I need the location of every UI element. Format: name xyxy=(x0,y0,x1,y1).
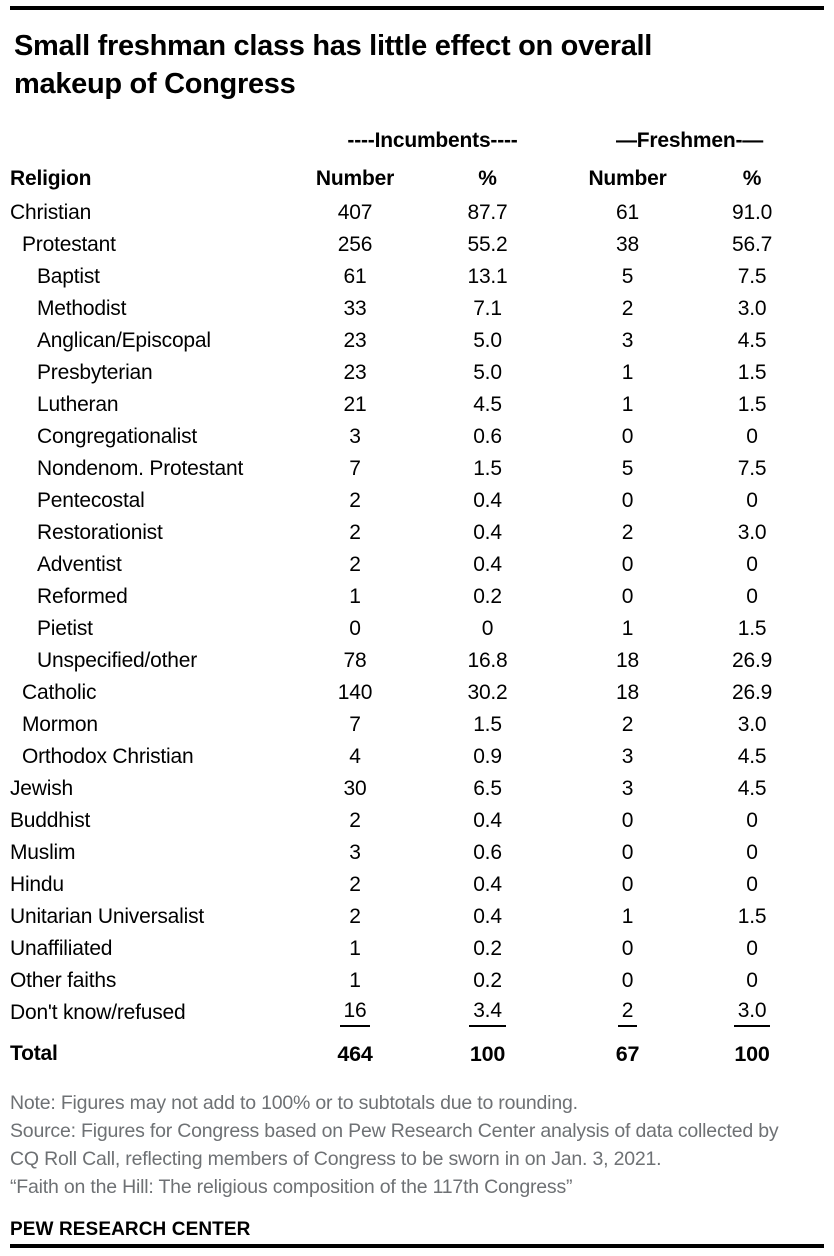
value-cell: 30 xyxy=(343,777,367,800)
religion-label: Pietist xyxy=(37,617,93,640)
value-cell: 1.5 xyxy=(737,393,767,416)
value-cell: 0.6 xyxy=(473,425,502,448)
value-cell: 61 xyxy=(616,201,639,224)
value-cell: 0 xyxy=(621,553,634,576)
incumbents-number-header: Number xyxy=(315,167,395,190)
table-row xyxy=(10,421,814,453)
incumbents-group-header: ----Incumbents---- xyxy=(347,129,518,152)
value-cell: 78 xyxy=(343,649,367,672)
value-cell: 4.5 xyxy=(737,777,767,800)
table-row xyxy=(10,645,814,677)
value-cell: 3.0 xyxy=(737,521,767,544)
total-incumbents-number: 464 xyxy=(337,1041,373,1066)
value-cell: 87.7 xyxy=(467,201,508,224)
value-cell: 1.5 xyxy=(737,617,767,640)
value-cell: 18 xyxy=(616,681,639,704)
value-cell: 0 xyxy=(349,617,361,640)
religion-label: Nondenom. Protestant xyxy=(37,457,244,480)
value-cell: 4.5 xyxy=(473,393,502,416)
table-row xyxy=(10,197,814,229)
religion-label: Other faiths xyxy=(10,969,117,992)
value-cell: 1 xyxy=(621,617,634,640)
column-header-row xyxy=(10,161,814,197)
value-cell: 7.1 xyxy=(473,297,502,320)
value-cell: 7 xyxy=(349,457,361,480)
table-row xyxy=(10,805,814,837)
underlined-value: 3.0 xyxy=(734,999,771,1027)
religion-label: Unaffiliated xyxy=(10,937,113,960)
underlined-value: 2 xyxy=(618,999,637,1027)
value-cell: 0.9 xyxy=(473,745,502,768)
value-cell: 0 xyxy=(621,425,634,448)
value-cell: 55.2 xyxy=(467,233,508,256)
value-cell: 5.0 xyxy=(473,329,502,352)
value-cell: 3 xyxy=(349,425,361,448)
value-cell: 5.0 xyxy=(473,361,502,384)
value-cell: 256 xyxy=(337,233,373,256)
value-cell xyxy=(565,997,690,1029)
religion-label: Hindu xyxy=(10,873,64,896)
value-cell: 3 xyxy=(621,745,634,768)
value-cell: 1 xyxy=(349,969,361,992)
table-row xyxy=(10,453,814,485)
religion-label: Orthodox Christian xyxy=(22,745,194,768)
table-row xyxy=(10,229,814,261)
table-row xyxy=(10,901,814,933)
value-cell: 0 xyxy=(746,425,758,448)
value-cell: 1.5 xyxy=(473,457,502,480)
value-cell: 0 xyxy=(746,873,758,896)
table-row xyxy=(10,549,814,581)
value-cell: 1.5 xyxy=(737,905,767,928)
table-row xyxy=(10,677,814,709)
total-incumbents-percent: 100 xyxy=(469,1041,506,1066)
value-cell: 23 xyxy=(343,361,367,384)
value-cell: 21 xyxy=(343,393,367,416)
value-cell: 0 xyxy=(746,969,758,992)
table-row xyxy=(10,389,814,421)
value-cell: 0 xyxy=(746,553,758,576)
value-cell xyxy=(300,997,410,1029)
value-cell: 7.5 xyxy=(737,457,767,480)
religion-label: Methodist xyxy=(37,297,127,320)
religion-table xyxy=(10,127,814,1075)
group-header-spacer xyxy=(10,127,300,161)
page-title: Small freshman class has little effect on overall makeup of Congress xyxy=(14,30,653,100)
religion-label: Congregationalist xyxy=(37,425,198,448)
table-row xyxy=(10,773,814,805)
value-cell: 1 xyxy=(349,585,361,608)
source-text: Source: Figures for Congress based on Pew Research Center analysis of data collected by CQ Roll Call, reflecting members of Congress to be sworn in on Jan. 3, 2021. xyxy=(10,1120,779,1170)
value-cell: 0 xyxy=(746,937,758,960)
value-cell: 1.5 xyxy=(473,713,502,736)
value-cell: 7 xyxy=(349,713,361,736)
table-row xyxy=(10,869,814,901)
value-cell: 0 xyxy=(621,841,634,864)
table-row xyxy=(10,997,814,1029)
value-cell: 0 xyxy=(621,585,634,608)
religion-label: Buddhist xyxy=(10,809,91,832)
total-label: Total xyxy=(10,1042,58,1065)
table-row xyxy=(10,741,814,773)
freshmen-group-header: —Freshmen-— xyxy=(615,129,764,152)
religion-label: Mormon xyxy=(22,713,98,736)
religion-label: Anglican/Episcopal xyxy=(37,329,211,352)
religion-column-header: Religion xyxy=(10,167,92,190)
table-row xyxy=(10,581,814,613)
underlined-value: 3.4 xyxy=(469,999,506,1027)
value-cell xyxy=(410,997,565,1029)
value-cell: 38 xyxy=(616,233,639,256)
table-row xyxy=(10,357,814,389)
table-row xyxy=(10,613,814,645)
value-cell: 26.9 xyxy=(731,649,773,672)
value-cell: 0 xyxy=(621,969,634,992)
value-cell: 4.5 xyxy=(737,329,767,352)
value-cell: 4 xyxy=(349,745,361,768)
total-row xyxy=(10,1029,814,1075)
value-cell: 407 xyxy=(337,201,373,224)
incumbents-percent-header: % xyxy=(478,167,497,190)
value-cell: 4.5 xyxy=(737,745,767,768)
religion-label: Reformed xyxy=(37,585,128,608)
value-cell: 2 xyxy=(621,297,634,320)
value-cell: 0.2 xyxy=(473,969,502,992)
group-header-row xyxy=(10,127,814,161)
note-text: Note: Figures may not add to 100% or to subtotals due to rounding. xyxy=(10,1092,578,1114)
religion-label: Unitarian Universalist xyxy=(10,905,205,928)
value-cell: 0.4 xyxy=(473,553,502,576)
value-cell: 7.5 xyxy=(737,265,767,288)
value-cell: 3 xyxy=(621,329,634,352)
value-cell: 56.7 xyxy=(731,233,773,256)
table-row xyxy=(10,517,814,549)
value-cell: 0 xyxy=(621,937,634,960)
religion-label: Protestant xyxy=(22,233,116,256)
value-cell: 0 xyxy=(481,617,494,640)
value-cell: 23 xyxy=(343,329,367,352)
value-cell: 0.4 xyxy=(473,489,502,512)
value-cell: 13.1 xyxy=(467,265,508,288)
value-cell: 26.9 xyxy=(731,681,773,704)
religion-label: Lutheran xyxy=(37,393,119,416)
table-row xyxy=(10,485,814,517)
underlined-value: 16 xyxy=(340,999,371,1027)
religion-label: Restorationist xyxy=(37,521,163,544)
value-cell: 0 xyxy=(621,873,634,896)
value-cell: 0.4 xyxy=(473,521,502,544)
value-cell: 140 xyxy=(337,681,373,704)
value-cell: 1 xyxy=(621,361,634,384)
value-cell: 33 xyxy=(343,297,367,320)
footnotes xyxy=(10,1089,824,1201)
value-cell: 0 xyxy=(746,585,758,608)
value-cell: 2 xyxy=(349,521,361,544)
freshmen-percent-header: % xyxy=(742,167,762,190)
religion-label: Pentecostal xyxy=(37,489,145,512)
top-rule xyxy=(10,6,824,10)
religion-label: Don't know/refused xyxy=(10,1001,186,1024)
total-freshmen-percent: 100 xyxy=(734,1041,770,1066)
value-cell: 16.8 xyxy=(467,649,508,672)
religion-label: Unspecified/other xyxy=(37,649,198,672)
value-cell: 1 xyxy=(621,905,634,928)
value-cell: 3 xyxy=(349,841,361,864)
table-row xyxy=(10,965,814,997)
religion-label: Jewish xyxy=(10,777,73,800)
value-cell: 2 xyxy=(349,489,361,512)
value-cell: 0.2 xyxy=(473,937,502,960)
value-cell: 91.0 xyxy=(731,201,773,224)
value-cell: 0.4 xyxy=(473,905,502,928)
value-cell: 5 xyxy=(621,265,634,288)
value-cell: 0 xyxy=(746,809,758,832)
value-cell: 0 xyxy=(621,809,634,832)
table-row xyxy=(10,933,814,965)
table-row xyxy=(10,837,814,869)
report-title-text: “Faith on the Hill: The religious composition of the 117th Congress” xyxy=(10,1176,573,1198)
value-cell: 2 xyxy=(349,553,361,576)
religion-label: Muslim xyxy=(10,841,76,864)
value-cell: 0.2 xyxy=(473,585,502,608)
value-cell: 3.0 xyxy=(737,297,767,320)
value-cell: 1.5 xyxy=(737,361,767,384)
religion-label: Catholic xyxy=(22,681,97,704)
table-row xyxy=(10,325,814,357)
value-cell: 2 xyxy=(621,521,634,544)
value-cell: 1 xyxy=(349,937,361,960)
value-cell: 6.5 xyxy=(473,777,502,800)
value-cell: 1 xyxy=(621,393,634,416)
value-cell xyxy=(690,997,814,1029)
brand-wordmark: PEW RESEARCH CENTER xyxy=(10,1219,251,1240)
bottom-rule xyxy=(10,1244,824,1248)
value-cell: 5 xyxy=(621,457,634,480)
religion-label: Baptist xyxy=(37,265,100,288)
value-cell: 30.2 xyxy=(467,681,508,704)
value-cell: 0 xyxy=(746,841,758,864)
value-cell: 3 xyxy=(621,777,634,800)
value-cell: 2 xyxy=(349,905,361,928)
value-cell: 2 xyxy=(349,873,361,896)
value-cell: 3.0 xyxy=(737,713,767,736)
value-cell: 0.4 xyxy=(473,809,502,832)
value-cell: 0 xyxy=(746,489,758,512)
religion-label: Adventist xyxy=(37,553,122,576)
value-cell: 61 xyxy=(343,265,367,288)
value-cell: 0.4 xyxy=(473,873,502,896)
table-row xyxy=(10,293,814,325)
total-freshmen-number: 67 xyxy=(615,1041,640,1066)
table-row xyxy=(10,709,814,741)
value-cell: 2 xyxy=(621,713,634,736)
table-row xyxy=(10,261,814,293)
value-cell: 0 xyxy=(621,489,634,512)
religion-label: Christian xyxy=(10,201,92,224)
value-cell: 0.6 xyxy=(473,841,502,864)
value-cell: 2 xyxy=(349,809,361,832)
religion-label: Presbyterian xyxy=(37,361,153,384)
freshmen-number-header: Number xyxy=(588,167,667,190)
value-cell: 18 xyxy=(616,649,639,672)
